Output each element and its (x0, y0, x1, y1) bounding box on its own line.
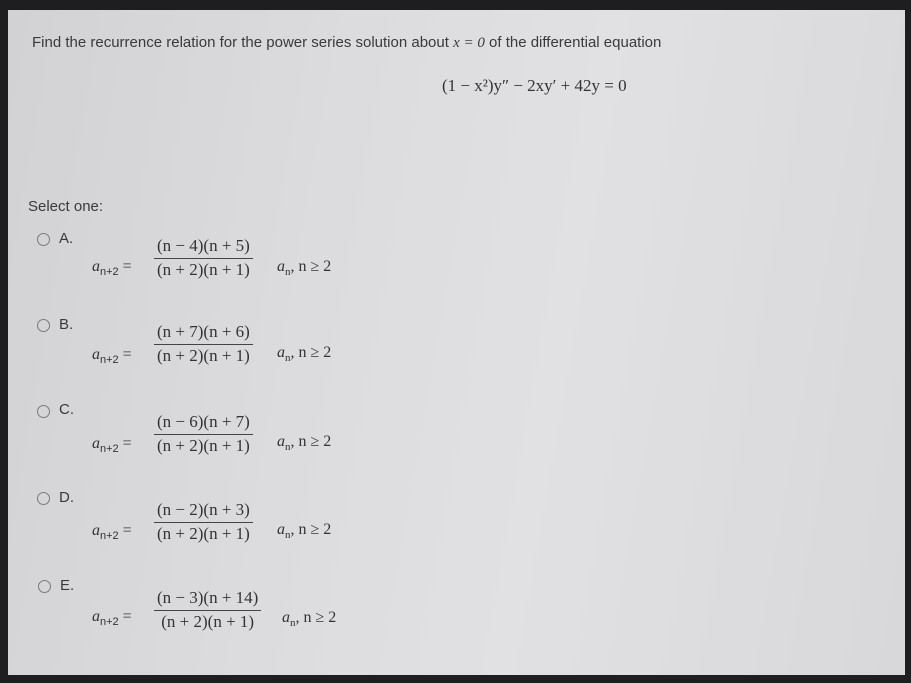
question-text-before: Find the recurrence relation for the power series solution about (32, 34, 454, 51)
option-c-rhs-a: a (277, 433, 285, 450)
option-e-lhs-a: a (92, 608, 100, 625)
option-c-numerator: (n − 6)(n + 7) (157, 412, 250, 431)
option-b-lhs-a: a (92, 346, 100, 363)
option-b-fraction (154, 322, 253, 366)
option-b-numerator: (n + 7)(n + 6) (157, 322, 250, 341)
option-e-fraction-bar (154, 610, 261, 611)
option-d-lhs-a: a (92, 522, 100, 539)
option-c-letter: C. (59, 401, 74, 418)
option-d-rhs-sub: n (285, 529, 291, 542)
option-d-lhs-sub: n+2 (100, 530, 119, 543)
radio-option-a[interactable] (37, 233, 50, 246)
option-c-rhs (277, 433, 331, 453)
option-c-eq: = (122, 435, 132, 452)
option-e-eq: = (122, 608, 132, 625)
option-e-fraction (154, 588, 261, 632)
question-panel (8, 10, 905, 675)
option-a-numerator: (n − 4)(n + 5) (157, 236, 250, 255)
option-d-rhs-a: a (277, 521, 285, 538)
option-a-rhs (277, 258, 331, 278)
option-d-fraction (154, 500, 253, 544)
option-d-denominator: (n + 2)(n + 1) (157, 524, 250, 543)
option-e-numerator: (n − 3)(n + 14) (157, 588, 259, 607)
differential-equation: (1 − x²)y″ − 2xy′ + 42y = 0 (442, 76, 627, 95)
option-a-denominator: (n + 2)(n + 1) (157, 260, 250, 279)
option-a-lhs-sub: n+2 (100, 266, 119, 279)
radio-option-d[interactable] (37, 492, 50, 505)
question-text (32, 34, 661, 52)
option-e-lhs (92, 608, 132, 628)
question-text-after: of the differential equation (484, 34, 662, 51)
option-d-fraction-bar (154, 522, 253, 523)
option-e-letter: E. (60, 577, 75, 594)
option-b-rhs-sub: n (285, 352, 291, 365)
option-a-eq: = (122, 258, 132, 275)
option-a-lhs (92, 258, 132, 278)
option-c-lhs-a: a (92, 435, 100, 452)
option-b-rhs-a: a (277, 344, 285, 361)
radio-option-e[interactable] (38, 580, 51, 593)
option-b-condition: , n ≥ 2 (290, 344, 332, 361)
option-e-lhs-sub: n+2 (100, 616, 119, 629)
option-d-eq: = (122, 522, 132, 539)
option-b-letter: B. (59, 316, 74, 333)
radio-option-b[interactable] (37, 319, 50, 332)
option-e-rhs-sub: n (290, 617, 296, 630)
option-e-rhs-a: a (282, 609, 290, 626)
option-a-fraction (154, 236, 253, 280)
option-d-lhs (92, 522, 132, 542)
radio-option-c[interactable] (37, 405, 50, 418)
option-c-lhs-sub: n+2 (100, 443, 119, 456)
option-a-condition: , n ≥ 2 (290, 258, 332, 275)
option-e-denominator: (n + 2)(n + 1) (161, 612, 255, 631)
select-one-label: Select one: (28, 198, 104, 215)
option-d-numerator: (n − 2)(n + 3) (157, 500, 250, 519)
option-a-rhs-sub: n (285, 266, 291, 279)
option-c-condition: , n ≥ 2 (290, 433, 332, 450)
option-c-rhs-sub: n (285, 441, 291, 454)
option-c-fraction-bar (154, 434, 253, 435)
option-e-rhs (282, 609, 336, 629)
option-b-lhs-sub: n+2 (100, 354, 119, 367)
option-e-condition: , n ≥ 2 (295, 609, 337, 626)
option-c-denominator: (n + 2)(n + 1) (157, 436, 250, 455)
option-a-rhs-a: a (277, 258, 285, 275)
option-b-rhs (277, 344, 331, 364)
option-b-denominator: (n + 2)(n + 1) (157, 346, 250, 365)
question-x-value: x = 0 (453, 35, 485, 51)
option-b-lhs (92, 346, 132, 366)
option-b-eq: = (122, 346, 132, 363)
option-a-letter: A. (59, 230, 74, 247)
option-b-fraction-bar (154, 344, 253, 345)
option-c-lhs (92, 435, 132, 455)
option-d-condition: , n ≥ 2 (290, 521, 332, 538)
option-a-lhs-a: a (92, 258, 100, 275)
option-d-letter: D. (59, 489, 74, 506)
option-a-fraction-bar (154, 258, 253, 259)
option-d-rhs (277, 521, 331, 541)
option-c-fraction (154, 412, 253, 456)
